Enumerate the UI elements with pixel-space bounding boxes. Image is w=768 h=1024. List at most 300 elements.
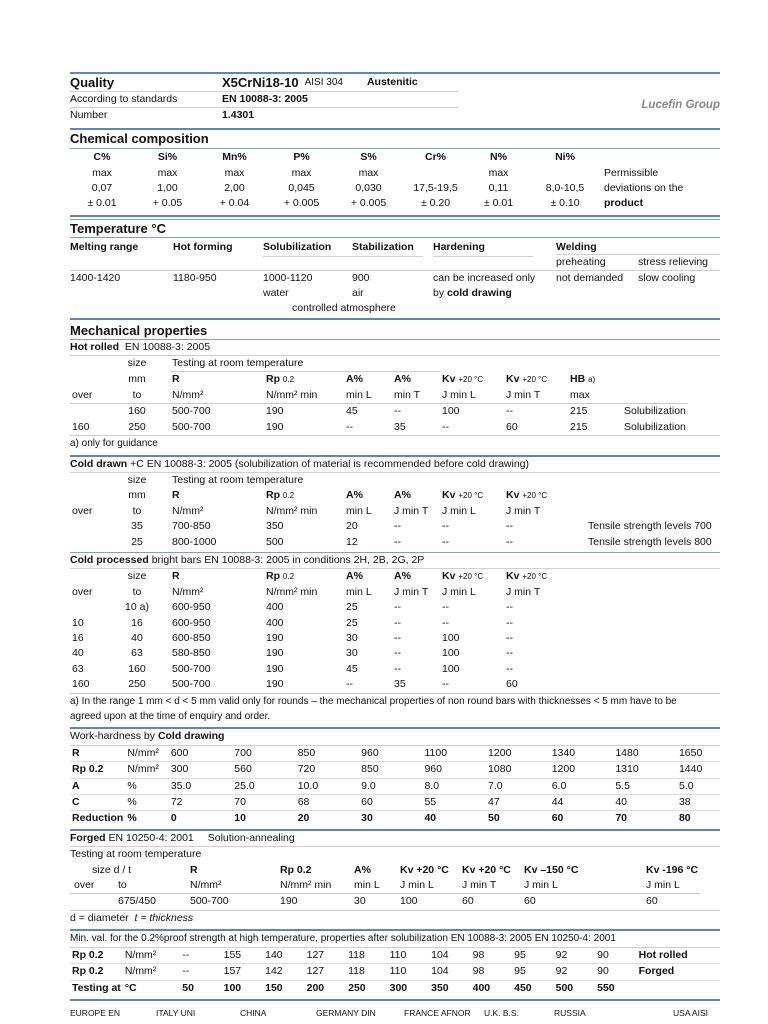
table-cell: C bbox=[72, 796, 80, 809]
work-hardness-label-bold: Cold drawing bbox=[157, 730, 225, 743]
table-cell: -- bbox=[442, 520, 449, 533]
table-cell: 7.0 bbox=[488, 779, 503, 792]
table-cell: 63 bbox=[131, 647, 143, 660]
temp-hard-value: by bbox=[433, 287, 445, 300]
col-unit: min T bbox=[394, 388, 421, 401]
table-cell: 45 bbox=[346, 405, 358, 418]
table-cell: 550 bbox=[597, 981, 615, 994]
col-unit: J min T bbox=[462, 879, 497, 892]
high-temp-table bbox=[70, 948, 720, 996]
table-cell: -- bbox=[506, 405, 513, 418]
temp-pre-value: not demanded bbox=[556, 272, 624, 285]
col-Rp: Rp bbox=[266, 373, 280, 386]
table-cell: 700-850 bbox=[172, 520, 211, 533]
temp-welding: Welding bbox=[556, 241, 597, 254]
col-Rp: Rp bbox=[266, 570, 280, 583]
cold-drawn-std: +C EN 10088-3: 2005 (solubilization of material is recommended before cold drawing) bbox=[130, 457, 530, 470]
col-size: size bbox=[127, 570, 147, 583]
footer-standard: FRANCE AFNOR bbox=[404, 1007, 471, 1018]
table-cell: 600-850 bbox=[172, 631, 211, 644]
table-cell: N/mm² bbox=[127, 763, 159, 776]
table-cell: 9.0 bbox=[361, 779, 376, 792]
col-Kv: Kv –150 °C bbox=[524, 863, 579, 876]
cold-processed-table bbox=[70, 569, 568, 692]
forged-treatment: Solution-annealing bbox=[207, 831, 295, 844]
chem-col: C% bbox=[93, 151, 111, 164]
col-to: to bbox=[132, 504, 142, 517]
chem-max: max bbox=[92, 166, 112, 179]
table-cell: 92 bbox=[555, 948, 568, 961]
col-unit: min L bbox=[346, 504, 372, 517]
table-cell: 110 bbox=[389, 948, 407, 961]
col-size: size bbox=[127, 473, 147, 486]
col-HB: HB bbox=[570, 372, 586, 385]
table-cell: 1100 bbox=[424, 746, 448, 759]
table-cell: 118 bbox=[348, 948, 365, 961]
table-cell: Rp 0.2 bbox=[72, 965, 104, 978]
table-cell: 190 bbox=[266, 631, 284, 644]
standards-footer bbox=[70, 1006, 720, 1021]
table-cell: 850 bbox=[297, 746, 316, 759]
quality-label: Quality bbox=[70, 74, 115, 90]
chem-dev: ± 0.10 bbox=[550, 197, 580, 210]
table-cell: 20 bbox=[346, 520, 358, 533]
mech-title: Mechanical properties bbox=[70, 323, 208, 339]
table-cell: 63 bbox=[72, 662, 84, 675]
cold-processed-label: Cold processed bbox=[70, 553, 149, 566]
col-Kv2-sub: +20 °C bbox=[522, 572, 548, 582]
col-unit: J min T bbox=[506, 388, 541, 401]
table-cell: -- bbox=[506, 535, 513, 548]
table-cell: 25 bbox=[346, 616, 358, 629]
table-cell: 90 bbox=[597, 965, 609, 978]
table-cell: -- bbox=[346, 420, 353, 433]
table-row bbox=[70, 631, 568, 646]
table-cell: 200 bbox=[306, 981, 325, 994]
chem-max: max bbox=[157, 166, 178, 179]
table-row bbox=[70, 616, 568, 631]
number-label: Number bbox=[70, 109, 108, 122]
col-to: to bbox=[118, 879, 127, 892]
col-A2: A% bbox=[394, 373, 411, 386]
table-cell: 160 bbox=[128, 405, 146, 418]
table-cell: 72 bbox=[170, 796, 183, 809]
table-row bbox=[70, 964, 720, 980]
table-cell: Tensile strength levels 800 bbox=[588, 535, 712, 548]
table-cell: -- bbox=[394, 535, 401, 548]
table-cell: 215 bbox=[570, 420, 588, 433]
table-cell: 250 bbox=[128, 420, 146, 433]
table-cell: 25 bbox=[346, 601, 358, 614]
table-cell: -- bbox=[394, 616, 401, 629]
hot-rolled-note: a) only for guidance bbox=[70, 438, 158, 450]
table-cell: 450 bbox=[514, 981, 532, 994]
chem-max bbox=[528, 166, 602, 181]
table-cell: -- bbox=[442, 678, 449, 691]
table-cell: 400 bbox=[266, 601, 284, 614]
table-cell: 92 bbox=[555, 965, 568, 978]
chem-max: max bbox=[224, 166, 245, 179]
cold-processed-std: bright bars EN 10088-3: 2005 in conditions 2H, 2B, 2G, 2P bbox=[151, 553, 425, 566]
table-row bbox=[70, 404, 688, 420]
table-cell: 80 bbox=[678, 812, 691, 825]
temp-melting: Melting range bbox=[70, 241, 139, 254]
chem-col: P% bbox=[293, 151, 310, 164]
table-cell: -- bbox=[506, 631, 513, 644]
table-cell: -- bbox=[442, 601, 449, 614]
table-cell: 1200 bbox=[551, 763, 576, 776]
table-cell bbox=[70, 535, 104, 550]
table-cell: 190 bbox=[266, 405, 284, 418]
table-cell: A bbox=[72, 779, 80, 792]
table-cell: Tensile strength levels 700 bbox=[588, 520, 712, 533]
table-cell: 35 bbox=[131, 520, 143, 533]
table-cell: 600-950 bbox=[172, 601, 211, 614]
work-hardness-table bbox=[70, 746, 720, 827]
table-cell: 100 bbox=[400, 895, 418, 908]
chem-col: Mn% bbox=[222, 151, 247, 164]
table-cell: 100 bbox=[442, 662, 460, 675]
table-cell: 25.0 bbox=[234, 779, 255, 792]
forged-table bbox=[70, 863, 700, 910]
table-cell: 8.0 bbox=[424, 779, 440, 792]
table-cell: Solubilization bbox=[624, 405, 686, 418]
table-cell: 100 bbox=[442, 405, 460, 418]
chem-value: 17,5-19,5 bbox=[413, 182, 458, 195]
chem-dev: + 0.005 bbox=[350, 197, 387, 210]
table-row bbox=[70, 894, 700, 910]
col-unit: max bbox=[570, 388, 590, 401]
cold-drawn-table bbox=[70, 473, 714, 550]
table-cell: 600 bbox=[170, 746, 189, 759]
table-cell: 850 bbox=[361, 763, 379, 776]
col-testing: Testing at room temperature bbox=[170, 356, 440, 372]
aisi: AISI 304 bbox=[304, 76, 343, 88]
temp-solub: Solubilization bbox=[263, 241, 332, 254]
col-Kv1: Kv bbox=[442, 489, 456, 502]
table-row bbox=[70, 420, 688, 435]
table-cell: 50 bbox=[488, 812, 500, 825]
table-cell: -- bbox=[182, 948, 190, 961]
col-Kv2: Kv bbox=[506, 570, 520, 583]
table-cell bbox=[70, 404, 104, 420]
table-cell: 98 bbox=[472, 965, 485, 978]
col-unit: J min L bbox=[400, 879, 434, 892]
table-cell: 30 bbox=[361, 812, 373, 825]
table-cell: 10 bbox=[72, 616, 84, 629]
table-cell: 600-950 bbox=[172, 616, 211, 629]
col-A1: A% bbox=[346, 373, 363, 386]
table-cell: Rp 0.2 bbox=[72, 763, 104, 776]
col-Kv1-sub: +20 °C bbox=[458, 374, 484, 384]
col-Rp: Rp bbox=[266, 489, 280, 502]
table-cell: 95 bbox=[514, 965, 526, 978]
table-cell: 60 bbox=[506, 420, 518, 433]
table-cell: 98 bbox=[472, 948, 485, 961]
col-unit: J min T bbox=[506, 585, 541, 598]
table-cell: 142 bbox=[265, 965, 283, 978]
col-to: to bbox=[132, 585, 142, 598]
col-Kv1: Kv bbox=[442, 570, 456, 583]
cold-drawn-label: Cold drawn bbox=[70, 457, 128, 470]
chem-dev: ± 0.01 bbox=[483, 197, 514, 210]
col-A1: A% bbox=[346, 570, 363, 583]
table-cell: 500-700 bbox=[172, 420, 211, 433]
chem-value: 2,00 bbox=[224, 182, 245, 195]
perm-text: deviations on the bbox=[604, 182, 684, 195]
chem-dev: ± 0.20 bbox=[420, 197, 451, 210]
table-cell: 100 bbox=[442, 647, 460, 660]
hot-rolled-label: Hot rolled bbox=[70, 340, 119, 353]
table-cell: R bbox=[72, 746, 80, 759]
table-cell: Rp 0.2 bbox=[72, 948, 104, 961]
table-cell: 160 bbox=[72, 678, 90, 691]
brand-logo-text: Lucefin Group bbox=[641, 99, 720, 111]
table-cell: 500-700 bbox=[172, 678, 211, 691]
chem-dev: + 0.05 bbox=[152, 197, 183, 210]
col-Rp-sub: 0.2 bbox=[282, 375, 295, 385]
table-cell: 20 bbox=[297, 812, 310, 825]
table-row bbox=[70, 677, 568, 692]
col-Rp: Rp 0.2 bbox=[280, 863, 312, 876]
table-cell: 104 bbox=[431, 948, 449, 961]
table-cell: 190 bbox=[266, 678, 284, 691]
table-row bbox=[70, 778, 720, 794]
chem-dev: ± 0.01 bbox=[87, 197, 117, 210]
temp-stab-value: air bbox=[352, 287, 364, 300]
col-unit: J min L bbox=[442, 504, 476, 517]
table-cell: 190 bbox=[266, 662, 284, 675]
col-to: to bbox=[132, 388, 142, 401]
table-cell: 16 bbox=[131, 616, 143, 629]
table-cell: 150 bbox=[265, 981, 283, 994]
forged-label: Forged bbox=[70, 831, 106, 844]
table-cell: 960 bbox=[361, 746, 379, 759]
col-unit: N/mm² min bbox=[266, 504, 318, 517]
table-cell: 40 bbox=[615, 796, 628, 809]
table-cell: -- bbox=[394, 662, 401, 675]
table-cell: 800-1000 bbox=[172, 535, 217, 548]
standard: EN 10088-3: 2005 bbox=[222, 93, 308, 105]
col-Kv2: Kv bbox=[506, 372, 520, 385]
table-cell: 160 bbox=[72, 420, 90, 433]
col-Kv2-sub: +20 °C bbox=[522, 374, 548, 384]
col-A: A% bbox=[354, 863, 371, 876]
table-cell: 30 bbox=[354, 895, 366, 908]
table-cell: 0 bbox=[170, 812, 177, 825]
col-Kv: Kv +20 °C bbox=[462, 863, 511, 876]
footer-standard: EUROPE EN bbox=[70, 1007, 121, 1018]
forged-testing: Testing at room temperature bbox=[70, 848, 202, 861]
table-cell bbox=[637, 980, 720, 996]
temp-hardening: Hardening bbox=[433, 241, 485, 254]
chem-value: 8,0-10,5 bbox=[545, 182, 585, 195]
cold-processed-note: a) In the range 1 mm < d < 5 mm valid only for rounds – the mechanical properties of non round bars with thicknesses < 5 mm have to be bbox=[70, 695, 677, 707]
table-cell: 5.0 bbox=[678, 779, 694, 792]
temp-stress-value: slow cooling bbox=[638, 272, 696, 285]
col-over: over bbox=[72, 504, 93, 517]
table-cell: 35.0 bbox=[170, 779, 192, 792]
table-cell: 90 bbox=[597, 948, 609, 961]
col-unit: J min L bbox=[442, 585, 476, 598]
table-cell: 500-700 bbox=[172, 662, 211, 675]
table-cell: 350 bbox=[431, 981, 449, 994]
table-cell: Testing at bbox=[72, 981, 121, 994]
table-cell: 55 bbox=[424, 796, 437, 809]
table-cell: Reduction bbox=[72, 812, 124, 825]
chem-dev: + 0.005 bbox=[283, 197, 320, 210]
number: 1.4301 bbox=[222, 109, 255, 122]
table-cell: 250 bbox=[348, 981, 366, 994]
table-cell: N/mm² bbox=[127, 746, 159, 759]
footer-standard: USA AISI bbox=[673, 1007, 708, 1018]
table-cell: 70 bbox=[615, 812, 628, 825]
table-row bbox=[70, 600, 568, 615]
table-cell: -- bbox=[442, 535, 449, 548]
table-cell: 500-700 bbox=[190, 895, 229, 908]
col-Kv1: Kv bbox=[442, 372, 456, 385]
table-cell: 500 bbox=[555, 981, 574, 994]
table-cell: 1310 bbox=[615, 763, 639, 776]
table-cell: 30 bbox=[346, 647, 358, 660]
high-temp-title: Min. val. for the 0.2%proof strength at high temperature, properties after solubilization EN 10088-3: 2005 EN 10250-4: 2001 bbox=[70, 933, 616, 945]
table-row bbox=[70, 519, 714, 534]
table-cell: 45 bbox=[346, 662, 358, 675]
col-mm: mm bbox=[128, 489, 146, 502]
col-unit: N/mm² bbox=[172, 585, 204, 598]
hot-rolled-std: EN 10088-3: 2005 bbox=[124, 340, 211, 353]
table-cell: Forged bbox=[638, 965, 675, 978]
table-cell: 60 bbox=[646, 895, 658, 908]
table-cell: 140 bbox=[265, 948, 283, 961]
chem-max: max bbox=[488, 166, 509, 179]
table-cell: 6.0 bbox=[551, 779, 567, 792]
table-cell: 60 bbox=[524, 895, 536, 908]
table-cell: 190 bbox=[280, 895, 298, 908]
chem-col: Ni% bbox=[555, 151, 575, 164]
table-cell: 70 bbox=[234, 796, 246, 809]
col-unit: J min L bbox=[524, 879, 558, 892]
table-cell: 127 bbox=[306, 948, 325, 961]
table-cell bbox=[70, 600, 104, 615]
table-cell: 190 bbox=[266, 420, 284, 433]
col-mm: mm bbox=[128, 372, 146, 385]
table-cell: 110 bbox=[389, 965, 407, 978]
chem-max bbox=[402, 166, 469, 181]
col-Kv: Kv -196 °C bbox=[646, 863, 699, 876]
standards-label: According to standards bbox=[70, 93, 178, 105]
chem-col: N% bbox=[490, 151, 507, 164]
table-cell bbox=[70, 519, 104, 534]
temp-stab-value: 900 bbox=[352, 272, 370, 285]
col-A2: A% bbox=[394, 570, 411, 583]
temp-stab: Stabilization bbox=[352, 241, 414, 254]
table-cell: -- bbox=[442, 420, 449, 433]
col-unit: N/mm² bbox=[172, 504, 204, 517]
table-row bbox=[70, 662, 568, 677]
col-R: R bbox=[172, 373, 180, 386]
table-cell: 68 bbox=[297, 796, 310, 809]
col-Rp-sub: 0.2 bbox=[282, 491, 295, 501]
footer-standard: RUSSIA bbox=[554, 1007, 586, 1018]
chem-value: 0,11 bbox=[488, 182, 509, 195]
table-cell: -- bbox=[394, 601, 401, 614]
datasheet bbox=[70, 72, 720, 1021]
table-cell: 60 bbox=[551, 812, 564, 825]
table-cell: 1650 bbox=[678, 746, 703, 759]
table-cell: % bbox=[127, 779, 137, 792]
perm-text: product bbox=[604, 197, 644, 210]
col-over: over bbox=[72, 388, 93, 401]
table-cell: % bbox=[127, 796, 137, 809]
footer-standard: CHINA bbox=[240, 1007, 267, 1018]
table-cell: 127 bbox=[306, 965, 325, 978]
table-cell: 500-700 bbox=[172, 405, 211, 418]
table-cell: 190 bbox=[266, 647, 284, 660]
chem-value: 0,045 bbox=[288, 182, 315, 195]
table-cell: 35 bbox=[394, 420, 406, 433]
col-Rp-sub: 0.2 bbox=[282, 572, 295, 582]
table-row bbox=[70, 762, 720, 778]
chem-value: 0,07 bbox=[91, 182, 113, 195]
col-unit: J min L bbox=[646, 879, 680, 892]
table-cell: 157 bbox=[223, 965, 242, 978]
col-over: over bbox=[72, 585, 93, 598]
table-row bbox=[70, 746, 720, 762]
table-cell: 100 bbox=[442, 631, 460, 644]
footer-standard: U.K. B.S. bbox=[484, 1007, 519, 1018]
table-cell: 60 bbox=[506, 678, 518, 691]
table-cell: 50 bbox=[182, 981, 194, 994]
table-cell: 35 bbox=[394, 678, 406, 691]
col-unit: min L bbox=[354, 879, 380, 892]
table-cell: 1480 bbox=[615, 746, 639, 759]
table-cell: 47 bbox=[488, 796, 500, 809]
table-cell: -- bbox=[394, 520, 401, 533]
col-unit: J min T bbox=[506, 504, 541, 517]
forged-std: EN 10250-4: 2001 bbox=[108, 831, 194, 844]
table-cell: Solubilization bbox=[624, 420, 686, 433]
table-cell: 118 bbox=[348, 965, 365, 978]
table-cell: -- bbox=[394, 647, 401, 660]
table-cell: 40 bbox=[131, 631, 143, 644]
temp-solub-value: water bbox=[263, 287, 289, 300]
table-cell: N/mm² bbox=[124, 965, 157, 978]
col-unit: N/mm² min bbox=[266, 388, 318, 401]
table-cell: 10 a) bbox=[125, 601, 149, 614]
col-unit: J min T bbox=[394, 585, 429, 598]
table-cell: 100 bbox=[223, 981, 242, 994]
table-cell: Hot rolled bbox=[638, 948, 688, 961]
temp-solub-value: controlled atmosphere bbox=[292, 302, 396, 315]
table-cell: -- bbox=[506, 616, 513, 629]
forged-dnote: d = diameter bbox=[70, 911, 129, 924]
table-cell: 215 bbox=[570, 405, 588, 418]
table-row bbox=[70, 948, 720, 964]
table-cell: 16 bbox=[72, 631, 84, 644]
col-unit: min L bbox=[346, 388, 372, 401]
table-cell bbox=[70, 894, 116, 910]
temp-hot-value: 1180-950 bbox=[173, 272, 217, 285]
temp-preheating: preheating bbox=[556, 256, 606, 269]
col-R: R bbox=[190, 863, 198, 876]
chem-max: max bbox=[358, 166, 379, 179]
table-cell: 38 bbox=[678, 796, 691, 809]
table-cell: 44 bbox=[551, 796, 564, 809]
col-Kv2-sub: +20 °C bbox=[522, 491, 548, 501]
table-cell: % bbox=[127, 812, 137, 825]
table-cell: 10.0 bbox=[297, 779, 319, 792]
